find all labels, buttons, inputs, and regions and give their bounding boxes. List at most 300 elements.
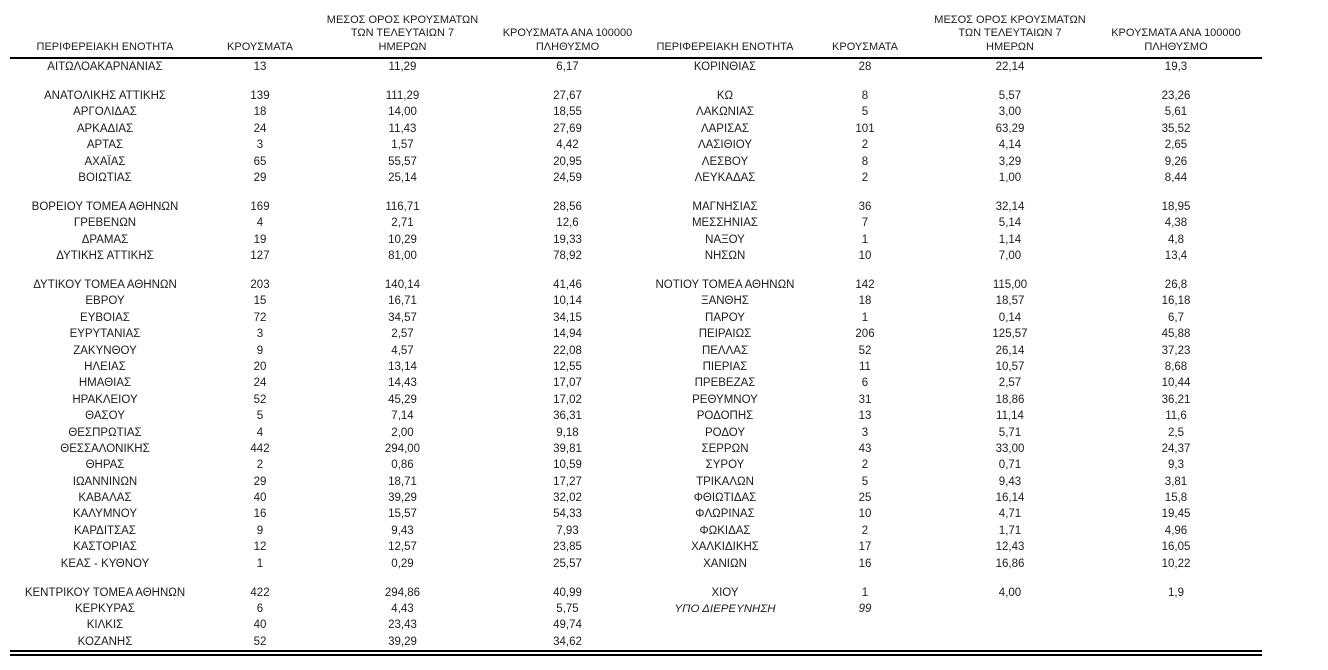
left-cases-cell: 4 bbox=[256, 426, 264, 439]
right-region-cell: ΛΑΚΩΝΙΑΣ bbox=[696, 106, 754, 119]
table-row bbox=[10, 617, 1262, 633]
right-per100k-cell: 4,38 bbox=[1164, 217, 1188, 230]
left-per100k-cell: 18,55 bbox=[553, 106, 582, 119]
right-avg7-cell: 4,71 bbox=[998, 508, 1022, 521]
right-per100k-cell: 16,05 bbox=[1161, 541, 1191, 554]
left-per100k-cell: 12,55 bbox=[553, 360, 582, 373]
left-per100k-cell: 40,99 bbox=[553, 586, 582, 599]
table-row bbox=[10, 584, 1262, 600]
left-region-cell: ΑΝΑΤΟΛΙΚΗΣ ΑΤΤΙΚΗΣ bbox=[43, 90, 166, 103]
right-avg7-cell bbox=[930, 634, 1090, 653]
left-cases-cell: 40 bbox=[253, 492, 267, 505]
header-region-right-label: ΠΕΡΙΦΕΡΕΙΑΚΗ ΕΝΟΤΗΤΑ bbox=[656, 40, 794, 53]
right-cases-cell: 5 bbox=[861, 475, 869, 488]
header-row bbox=[10, 2, 1262, 58]
right-per100k-cell: 5,61 bbox=[1164, 106, 1188, 119]
right-cases-cell: 8 bbox=[861, 90, 869, 103]
right-cases-cell: 2 bbox=[861, 139, 869, 152]
left-avg7-cell: 294,86 bbox=[384, 586, 421, 599]
left-per100k-cell: 4,42 bbox=[556, 139, 579, 152]
right-region-cell: ΣΕΡΡΩΝ bbox=[701, 442, 749, 455]
right-per100k-cell: 2,5 bbox=[1168, 426, 1184, 439]
left-cases-cell: 442 bbox=[250, 442, 270, 455]
left-cases-cell: 18 bbox=[253, 106, 267, 119]
table-row bbox=[10, 523, 1262, 539]
header-avg7-right-line3: ΗΜΕΡΩΝ bbox=[986, 40, 1034, 53]
header-region-left-label: ΠΕΡΙΦΕΡΕΙΑΚΗ ΕΝΟΤΗΤΑ bbox=[36, 40, 174, 53]
left-per100k-cell: 36,31 bbox=[553, 410, 582, 423]
right-cases-cell: 206 bbox=[855, 328, 875, 341]
right-avg7-cell: 5,14 bbox=[998, 217, 1022, 230]
right-avg7-cell: 10,57 bbox=[995, 360, 1025, 373]
left-per100k-cell: 28,56 bbox=[553, 200, 582, 213]
right-per100k-cell: 24,37 bbox=[1161, 442, 1191, 455]
left-per100k-cell: 34,15 bbox=[553, 311, 582, 324]
left-per100k-cell: 34,62 bbox=[553, 635, 582, 648]
left-region-cell: ΚΕΡΚΥΡΑΣ bbox=[75, 602, 135, 615]
right-region-cell: ΝΟΤΙΟΥ ΤΟΜΕΑ ΑΘΗΝΩΝ bbox=[655, 278, 795, 291]
right-avg7-cell: 5,71 bbox=[998, 426, 1022, 439]
right-region-cell: ΧΙΟΥ bbox=[711, 586, 739, 599]
right-avg7-cell: 32,14 bbox=[995, 200, 1025, 213]
left-per100k-cell: 12,6 bbox=[556, 217, 579, 230]
header-avg7-right-line2: ΤΩΝ ΤΕΛΕΥΤΑΙΩΝ 7 bbox=[958, 27, 1062, 39]
left-avg7-cell: 4,57 bbox=[391, 344, 414, 357]
right-region-cell: ΤΡΙΚΑΛΩΝ bbox=[696, 475, 754, 488]
table-body bbox=[10, 58, 1262, 653]
left-avg7-cell: 0,86 bbox=[391, 459, 414, 472]
left-avg7-cell: 23,43 bbox=[388, 619, 417, 632]
left-avg7-cell: 111,29 bbox=[385, 90, 420, 103]
right-avg7-cell: 11,14 bbox=[996, 410, 1024, 423]
right-region-cell: ΜΑΓΝΗΣΙΑΣ bbox=[692, 200, 758, 213]
right-per100k-cell: 18,95 bbox=[1161, 200, 1191, 213]
left-avg7-cell: 34,57 bbox=[388, 311, 417, 324]
left-avg7-cell: 9,43 bbox=[391, 524, 414, 537]
right-cases-cell: 52 bbox=[858, 344, 872, 357]
left-cases-cell: 15 bbox=[253, 295, 267, 308]
left-region-cell: ΗΜΑΘΙΑΣ bbox=[78, 377, 132, 390]
right-region-cell: ΚΟΡΙΝΘΙΑΣ bbox=[693, 61, 757, 74]
left-per100k-cell: 49,74 bbox=[553, 619, 582, 632]
left-avg7-cell: 81,00 bbox=[388, 250, 417, 263]
right-avg7-cell: 22,14 bbox=[995, 61, 1025, 74]
left-cases-cell: 16 bbox=[253, 508, 267, 521]
left-region-cell: ΚΑΣΤΟΡΙΑΣ bbox=[73, 541, 137, 554]
header-cases-left bbox=[200, 2, 320, 58]
left-per100k-cell: 54,33 bbox=[553, 508, 582, 521]
left-per100k-cell: 10,59 bbox=[553, 459, 582, 472]
left-region-cell: ΖΑΚΥΝΘΟΥ bbox=[73, 344, 137, 357]
right-region-cell: ΠΕΙΡΑΙΩΣ bbox=[698, 328, 752, 341]
left-per100k-cell: 20,95 bbox=[553, 155, 582, 168]
right-cases-cell: 28 bbox=[858, 61, 872, 74]
left-avg7-cell: 2,00 bbox=[391, 426, 414, 439]
table-row bbox=[10, 342, 1262, 358]
right-avg7-cell: 7,00 bbox=[998, 250, 1022, 263]
left-avg7-cell: 55,57 bbox=[388, 155, 417, 168]
right-avg7-cell: 9,43 bbox=[998, 475, 1022, 488]
right-avg7-cell: 1,00 bbox=[998, 172, 1022, 185]
header-avg7-left-line2: ΤΩΝ ΤΕΛΕΥΤΑΙΩΝ 7 bbox=[350, 27, 455, 39]
header-avg7-right bbox=[930, 2, 1090, 58]
right-cases-cell: 7 bbox=[861, 217, 869, 230]
right-per100k-cell: 23,26 bbox=[1161, 90, 1191, 103]
left-region-cell: ΒΟΡΕΙΟΥ ΤΟΜΕΑ ΑΘΗΝΩΝ bbox=[31, 200, 179, 213]
right-cases-cell: 99 bbox=[858, 602, 872, 615]
right-cases-cell: 3 bbox=[861, 426, 869, 439]
left-cases-cell: 13 bbox=[253, 61, 267, 74]
right-avg7-cell: 4,00 bbox=[998, 586, 1022, 599]
left-avg7-cell: 11,29 bbox=[388, 61, 417, 74]
left-cases-cell: 65 bbox=[253, 155, 267, 168]
left-region-cell: ΘΑΣΟΥ bbox=[85, 410, 125, 423]
left-avg7-cell: 39,29 bbox=[388, 492, 417, 505]
spacer-row bbox=[10, 186, 1262, 199]
left-avg7-cell: 1,57 bbox=[391, 139, 414, 152]
spacer-row bbox=[10, 75, 1262, 88]
table-row bbox=[10, 490, 1262, 506]
left-avg7-cell: 4,43 bbox=[391, 602, 414, 615]
right-per100k-cell: 4,8 bbox=[1168, 233, 1184, 246]
table-row bbox=[10, 104, 1262, 120]
right-region-cell: ΡΟΔΟΠΗΣ bbox=[696, 410, 754, 423]
left-per100k-cell: 17,02 bbox=[553, 393, 582, 406]
left-region-cell: ΗΡΑΚΛΕΙΟΥ bbox=[72, 393, 138, 406]
right-cases-cell: 16 bbox=[858, 557, 872, 570]
right-avg7-cell: 2,57 bbox=[998, 377, 1022, 390]
left-cases-cell: 40 bbox=[253, 619, 267, 632]
right-avg7-cell: 18,57 bbox=[995, 295, 1025, 308]
header-per100k-left bbox=[485, 2, 650, 58]
right-avg7-cell: 63,29 bbox=[995, 122, 1025, 135]
left-region-cell: ΑΙΤΩΛΟΑΚΑΡΝΑΝΙΑΣ bbox=[47, 61, 163, 74]
table-row bbox=[10, 326, 1262, 342]
right-cases-cell: 8 bbox=[861, 155, 869, 168]
left-avg7-cell: 45,29 bbox=[388, 393, 417, 406]
left-region-cell: ΘΕΣΠΡΩΤΙΑΣ bbox=[68, 426, 142, 439]
left-cases-cell: 24 bbox=[253, 377, 267, 390]
left-per100k-cell: 10,14 bbox=[553, 295, 582, 308]
table-row bbox=[10, 424, 1262, 440]
right-region-cell: ΝΑΞΟΥ bbox=[705, 233, 745, 246]
right-avg7-cell: 26,14 bbox=[995, 344, 1025, 357]
right-per100k-cell: 4,96 bbox=[1164, 524, 1188, 537]
left-region-cell: ΚΑΒΑΛΑΣ bbox=[78, 492, 132, 505]
right-region-cell bbox=[650, 617, 800, 633]
right-cases-cell: 5 bbox=[861, 106, 869, 119]
regional-cases-table bbox=[10, 2, 1262, 656]
left-cases-cell: 9 bbox=[256, 344, 264, 357]
right-cases-cell: 2 bbox=[861, 172, 869, 185]
right-region-cell: ΣΥΡΟΥ bbox=[705, 459, 745, 472]
header-per100k-right bbox=[1090, 2, 1262, 58]
table-row bbox=[10, 137, 1262, 153]
right-region-cell: ΠΡΕΒΕΖΑΣ bbox=[694, 377, 756, 390]
right-region-cell: ΠΙΕΡΙΑΣ bbox=[702, 360, 748, 373]
left-region-cell: ΑΡΓΟΛΙΔΑΣ bbox=[73, 106, 137, 119]
left-per100k-cell: 17,07 bbox=[553, 377, 582, 390]
right-region-cell: ΡΕΘΥΜΝΟΥ bbox=[692, 393, 758, 406]
left-region-cell: ΚΟΖΑΝΗΣ bbox=[77, 635, 133, 648]
left-per100k-cell: 39,81 bbox=[553, 442, 582, 455]
spacer-cell bbox=[10, 572, 1262, 585]
header-per100k-right-line1: ΚΡΟΥΣΜΑΤΑ ΑΝΑ 100000 bbox=[1111, 27, 1241, 39]
left-per100k-cell: 7,93 bbox=[556, 524, 579, 537]
right-avg7-cell: 0,71 bbox=[998, 459, 1022, 472]
header-region-left bbox=[10, 2, 200, 58]
right-region-cell: ΞΑΝΘΗΣ bbox=[701, 295, 749, 308]
table-row bbox=[10, 121, 1262, 137]
table-row bbox=[10, 153, 1262, 169]
spacer-cell bbox=[10, 75, 1262, 88]
table-row bbox=[10, 441, 1262, 457]
right-cases-cell: 31 bbox=[858, 393, 872, 406]
right-cases-cell: 2 bbox=[861, 524, 869, 537]
right-region-cell: ΦΛΩΡΙΝΑΣ bbox=[695, 508, 755, 521]
header-per100k-right-line2: ΠΛΗΘΥΣΜΟ bbox=[1144, 40, 1208, 53]
left-cases-cell: 52 bbox=[253, 635, 267, 648]
left-per100k-cell: 19,33 bbox=[553, 233, 582, 246]
left-region-cell: ΔΡΑΜΑΣ bbox=[81, 233, 129, 246]
left-region-cell: ΚΑΡΔΙΤΣΑΣ bbox=[74, 524, 136, 537]
right-avg7-cell: 4,14 bbox=[998, 139, 1022, 152]
left-cases-cell: 24 bbox=[253, 122, 267, 135]
left-per100k-cell: 27,67 bbox=[553, 90, 582, 103]
right-region-cell: ΡΟΔΟΥ bbox=[704, 426, 746, 439]
right-region-cell: ΛΑΡΙΣΑΣ bbox=[700, 122, 750, 135]
header-cases-right bbox=[800, 2, 930, 58]
left-per100k-cell: 41,46 bbox=[553, 278, 582, 291]
left-cases-cell: 29 bbox=[253, 172, 267, 185]
left-avg7-cell: 7,14 bbox=[391, 410, 414, 423]
table-row bbox=[10, 601, 1262, 617]
left-region-cell: ΕΥΒΟΙΑΣ bbox=[80, 311, 130, 324]
right-per100k-cell: 16,18 bbox=[1161, 295, 1191, 308]
left-per100k-cell: 6,17 bbox=[556, 61, 579, 74]
right-per100k-cell: 37,23 bbox=[1161, 344, 1191, 357]
table-row bbox=[10, 310, 1262, 326]
right-per100k-cell: 8,44 bbox=[1164, 172, 1188, 185]
right-cases-cell: 36 bbox=[858, 200, 872, 213]
left-per100k-cell: 17,27 bbox=[553, 475, 582, 488]
left-avg7-cell: 12,57 bbox=[388, 541, 417, 554]
report-page bbox=[0, 2, 1328, 670]
spacer-row bbox=[10, 572, 1262, 585]
right-per100k-cell: 26,8 bbox=[1164, 278, 1188, 291]
right-region-cell: ΦΘΙΩΤΙΔΑΣ bbox=[693, 492, 757, 505]
right-cases-cell: 10 bbox=[858, 508, 872, 521]
header-per100k-left-line1: ΚΡΟΥΣΜΑΤΑ ΑΝΑ 100000 bbox=[502, 27, 633, 39]
left-avg7-cell: 140,14 bbox=[384, 278, 421, 291]
spacer-cell bbox=[10, 264, 1262, 277]
left-avg7-cell: 116,71 bbox=[385, 200, 420, 213]
right-per100k-cell: 8,68 bbox=[1164, 360, 1188, 373]
right-per100k-cell: 19,45 bbox=[1161, 508, 1191, 521]
header-cases-right-label: ΚΡΟΥΣΜΑΤΑ bbox=[832, 40, 898, 53]
left-cases-cell: 5 bbox=[256, 410, 264, 423]
right-region-cell: ΦΩΚΙΔΑΣ bbox=[699, 524, 751, 537]
right-cases-cell: 10 bbox=[858, 250, 872, 263]
right-per100k-cell: 10,44 bbox=[1161, 377, 1191, 390]
left-region-cell: ΕΒΡΟΥ bbox=[85, 295, 125, 308]
left-cases-cell: 169 bbox=[250, 200, 270, 213]
right-region-cell: ΠΕΛΛΑΣ bbox=[701, 344, 749, 357]
right-cases-cell: 2 bbox=[861, 459, 869, 472]
right-avg7-cell: 18,86 bbox=[995, 393, 1025, 406]
left-cases-cell: 2 bbox=[256, 459, 264, 472]
right-region-cell: ΝΗΣΩΝ bbox=[704, 250, 746, 263]
spacer-row bbox=[10, 264, 1262, 277]
right-cases-cell: 142 bbox=[855, 278, 875, 291]
right-avg7-cell: 115,00 bbox=[992, 278, 1028, 291]
spacer-cell bbox=[10, 186, 1262, 199]
right-per100k-cell: 2,65 bbox=[1164, 139, 1188, 152]
left-region-cell: ΕΥΡΥΤΑΝΙΑΣ bbox=[69, 328, 141, 341]
left-per100k-cell: 32,02 bbox=[553, 492, 582, 505]
left-cases-cell: 12 bbox=[253, 541, 267, 554]
right-region-cell: ΧΑΛΚΙΔΙΚΗΣ bbox=[691, 541, 759, 554]
right-avg7-cell: 33,00 bbox=[995, 442, 1025, 455]
left-avg7-cell: 25,14 bbox=[388, 172, 417, 185]
left-region-cell: ΗΛΕΙΑΣ bbox=[84, 360, 126, 373]
left-avg7-cell: 294,00 bbox=[384, 442, 421, 455]
header-avg7-left-line3: ΗΜΕΡΩΝ bbox=[378, 40, 427, 53]
left-cases-cell: 127 bbox=[250, 250, 270, 263]
right-cases-cell: 43 bbox=[858, 442, 872, 455]
header-avg7-left bbox=[320, 2, 485, 58]
table-row bbox=[10, 506, 1262, 522]
left-avg7-cell: 15,57 bbox=[388, 508, 417, 521]
left-avg7-cell: 14,43 bbox=[388, 377, 417, 390]
left-cases-cell: 139 bbox=[250, 90, 270, 103]
left-region-cell: ΑΡΤΑΣ bbox=[86, 139, 124, 152]
left-cases-cell: 203 bbox=[250, 278, 270, 291]
right-cases-cell: 6 bbox=[861, 377, 869, 390]
left-region-cell: ΓΡΕΒΕΝΩΝ bbox=[73, 217, 137, 230]
right-avg7-cell: 3,29 bbox=[998, 155, 1022, 168]
right-per100k-cell: 1,9 bbox=[1168, 586, 1184, 599]
right-region-cell: ΜΕΣΣΗΝΙΑΣ bbox=[691, 217, 759, 230]
header-per100k-left-line2: ΠΛΗΘΥΣΜΟ bbox=[535, 40, 600, 53]
left-per100k-cell: 23,85 bbox=[553, 541, 582, 554]
left-region-cell: ΔΥΤΙΚΟΥ ΤΟΜΕΑ ΑΘΗΝΩΝ bbox=[33, 278, 177, 291]
header-avg7-left-line1: ΜΕΣΟΣ ΟΡΟΣ ΚΡΟΥΣΜΑΤΩΝ bbox=[326, 13, 479, 26]
left-region-cell: ΚΙΛΚΙΣ bbox=[86, 619, 124, 632]
left-cases-cell: 19 bbox=[253, 233, 267, 246]
left-region-cell: ΘΕΣΣΑΛΟΝΙΚΗΣ bbox=[60, 442, 150, 455]
left-region-cell: ΘΗΡΑΣ bbox=[85, 459, 125, 472]
right-per100k-cell: 9,3 bbox=[1168, 459, 1184, 472]
header-avg7-right-line1: ΜΕΣΟΣ ΟΡΟΣ ΚΡΟΥΣΜΑΤΩΝ bbox=[934, 13, 1086, 26]
right-per100k-cell: 11,6 bbox=[1165, 410, 1187, 423]
right-cases-cell bbox=[800, 617, 930, 633]
right-per100k-cell bbox=[1090, 617, 1262, 633]
left-cases-cell: 29 bbox=[253, 475, 267, 488]
left-avg7-cell: 13,14 bbox=[388, 360, 417, 373]
table-row bbox=[10, 634, 1262, 653]
right-per100k-cell: 10,22 bbox=[1161, 557, 1191, 570]
right-region-cell: ΥΠΟ ΔΙΕΡΕΥΝΗΣΗ bbox=[674, 602, 776, 615]
table-row bbox=[10, 408, 1262, 424]
left-region-cell: ΙΩΑΝΝΙΝΩΝ bbox=[72, 475, 138, 488]
left-per100k-cell: 24,59 bbox=[553, 172, 582, 185]
right-cases-cell: 18 bbox=[858, 295, 872, 308]
table-row bbox=[10, 293, 1262, 309]
table-row bbox=[10, 88, 1262, 104]
right-per100k-cell bbox=[1090, 634, 1262, 653]
left-avg7-cell: 2,71 bbox=[391, 217, 414, 230]
left-per100k-cell: 5,75 bbox=[556, 602, 579, 615]
left-cases-cell: 3 bbox=[256, 328, 264, 341]
left-cases-cell: 6 bbox=[256, 602, 264, 615]
right-cases-cell: 101 bbox=[855, 122, 875, 135]
right-cases-cell: 1 bbox=[861, 586, 869, 599]
left-per100k-cell: 22,08 bbox=[553, 344, 582, 357]
right-cases-cell: 17 bbox=[858, 541, 872, 554]
right-cases-cell: 25 bbox=[858, 492, 872, 505]
left-region-cell: ΚΕΑΣ - ΚΥΘΝΟΥ bbox=[60, 557, 150, 570]
left-avg7-cell: 18,71 bbox=[388, 475, 417, 488]
right-per100k-cell: 13,4 bbox=[1164, 250, 1188, 263]
left-avg7-cell: 14,00 bbox=[388, 106, 417, 119]
right-per100k-cell bbox=[1090, 601, 1262, 617]
left-avg7-cell: 11,43 bbox=[388, 122, 417, 135]
table-row bbox=[10, 170, 1262, 186]
right-region-cell: ΛΕΣΒΟΥ bbox=[701, 155, 749, 168]
right-avg7-cell: 1,14 bbox=[998, 233, 1022, 246]
left-cases-cell: 9 bbox=[256, 524, 264, 537]
right-cases-cell: 1 bbox=[861, 311, 869, 324]
table-row bbox=[10, 58, 1262, 75]
left-avg7-cell: 16,71 bbox=[388, 295, 417, 308]
right-region-cell: ΛΑΣΙΘΙΟΥ bbox=[697, 139, 753, 152]
left-per100k-cell: 27,69 bbox=[553, 122, 582, 135]
right-avg7-cell: 1,71 bbox=[998, 524, 1022, 537]
left-per100k-cell: 14,94 bbox=[553, 328, 582, 341]
right-region-cell: ΚΩ bbox=[716, 90, 734, 103]
table-row bbox=[10, 248, 1262, 264]
table-row bbox=[10, 215, 1262, 231]
table-row bbox=[10, 555, 1262, 571]
right-avg7-cell: 16,14 bbox=[995, 492, 1025, 505]
left-region-cell: ΚΑΛΥΜΝΟΥ bbox=[73, 508, 137, 521]
left-avg7-cell: 39,29 bbox=[388, 635, 417, 648]
right-per100k-cell: 3,81 bbox=[1164, 475, 1188, 488]
table-row bbox=[10, 457, 1262, 473]
right-region-cell: ΧΑΝΙΩΝ bbox=[703, 557, 747, 570]
right-per100k-cell: 45,88 bbox=[1161, 328, 1191, 341]
right-region-cell bbox=[650, 634, 800, 653]
left-region-cell: ΚΕΝΤΡΙΚΟΥ ΤΟΜΕΑ ΑΘΗΝΩΝ bbox=[24, 586, 186, 599]
table-row bbox=[10, 539, 1262, 555]
header-cases-left-label: ΚΡΟΥΣΜΑΤΑ bbox=[227, 40, 293, 53]
table-row bbox=[10, 359, 1262, 375]
left-avg7-cell: 0,29 bbox=[391, 557, 414, 570]
left-avg7-cell: 2,57 bbox=[391, 328, 414, 341]
table-row bbox=[10, 375, 1262, 391]
header-region-right bbox=[650, 2, 800, 58]
left-region-cell: ΑΡΚΑΔΙΑΣ bbox=[76, 122, 134, 135]
right-avg7-cell: 125,57 bbox=[992, 328, 1028, 341]
table-row bbox=[10, 473, 1262, 489]
right-avg7-cell bbox=[930, 617, 1090, 633]
table-header bbox=[10, 2, 1262, 58]
right-avg7-cell: 16,86 bbox=[995, 557, 1025, 570]
left-region-cell: ΑΧΑΪΑΣ bbox=[84, 155, 126, 168]
left-cases-cell: 4 bbox=[256, 217, 264, 230]
right-cases-cell: 13 bbox=[858, 410, 872, 423]
